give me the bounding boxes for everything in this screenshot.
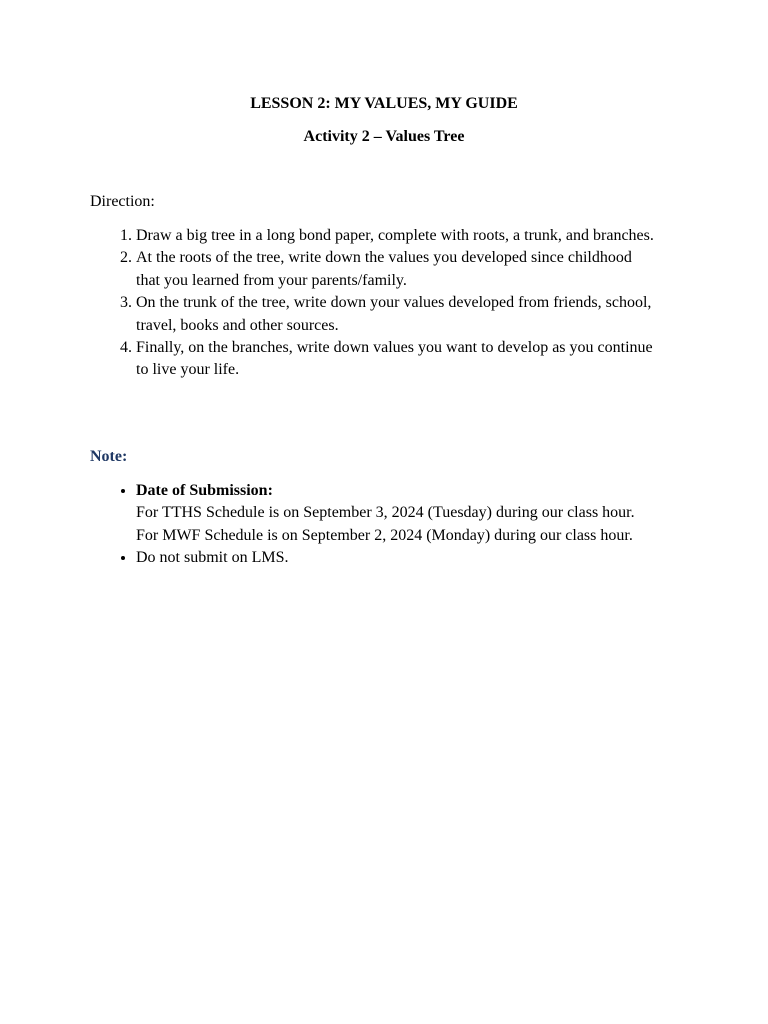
- mwf-schedule: For MWF Schedule is on September 2, 2024 (Monday) during our class hour.: [136, 526, 633, 544]
- notes-list: [90, 480, 655, 570]
- submission-heading: • Date of Submission:: [136, 482, 273, 499]
- direction-step: 3. On the trunk of the tree, write down your values developed from friends, school, travel, books and other sources.: [136, 292, 655, 337]
- direction-label: Direction:: [90, 193, 155, 210]
- tths-schedule: For TTHS Schedule is on September 3, 2024 (Tuesday) during our class hour.: [136, 504, 635, 522]
- lms-note-item: • Do not submit on LMS.: [136, 547, 655, 569]
- submission-note-item: [136, 480, 655, 547]
- direction-step: 1. Draw a big tree in a long bond paper, complete with roots, a trunk, and branches.: [136, 225, 655, 247]
- direction-step: 2. At the roots of the tree, write down the values you developed since childhood that you learned from your parents/family.: [136, 247, 655, 292]
- direction-step: 4. Finally, on the branches, write down values you want to develop as you continue to live your life.: [136, 337, 655, 382]
- lesson-title: LESSON 2: MY VALUES, MY GUIDE: [250, 95, 518, 112]
- note-label: Note:: [90, 448, 128, 465]
- direction-steps-list: [90, 225, 655, 382]
- activity-title: Activity 2 – Values Tree: [303, 128, 465, 145]
